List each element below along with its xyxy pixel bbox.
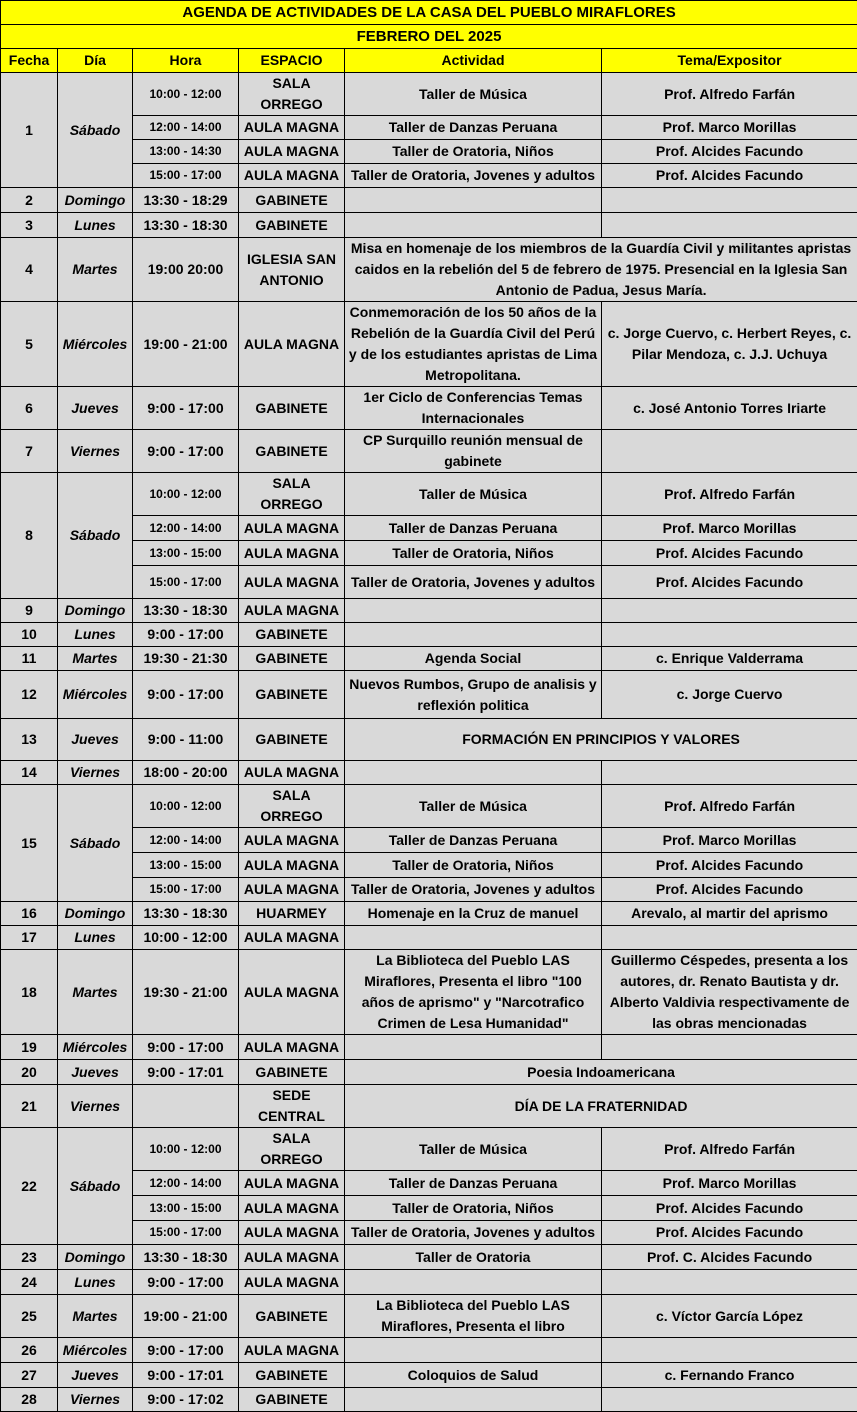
dia-cell: Sábado (58, 73, 133, 188)
dia-cell: Sábado (58, 785, 133, 902)
fecha-cell: 25 (1, 1295, 58, 1338)
actividad-cell: CP Surquillo reunión mensual de gabinete (345, 430, 602, 473)
fecha-cell: 11 (1, 647, 58, 671)
hora-cell: 12:00 - 14:00 (133, 828, 239, 853)
table-row (1, 1338, 857, 1363)
tema-cell (602, 623, 857, 647)
espacio-cell: GABINETE (239, 719, 345, 761)
fecha-cell: 2 (1, 188, 58, 213)
tema-cell: Prof. Alcides Facundo (602, 1196, 857, 1221)
page-title: AGENDA DE ACTIVIDADES DE LA CASA DEL PUEBLO MIRAFLORES (1, 1, 857, 25)
dia-cell: Domingo (58, 599, 133, 623)
espacio-cell: AULA MAGNA (239, 541, 345, 566)
espacio-cell: SALA ORREGO (239, 73, 345, 116)
actividad-cell: Taller de Música (345, 785, 602, 828)
espacio-cell: AULA MAGNA (239, 164, 345, 188)
table-row (1, 926, 857, 950)
actividad-cell: La Biblioteca del Pueblo LAS Miraflores, Presenta el libro (345, 1295, 602, 1338)
fecha-cell: 26 (1, 1338, 58, 1363)
fecha-cell: 9 (1, 599, 58, 623)
hora-cell: 9:00 - 11:00 (133, 719, 239, 761)
fecha-cell: 24 (1, 1270, 58, 1295)
actividad-cell: Taller de Música (345, 73, 602, 116)
fecha-cell: 10 (1, 623, 58, 647)
table-row (1, 599, 857, 623)
fecha-cell: 20 (1, 1060, 58, 1085)
dia-cell: Lunes (58, 213, 133, 238)
espacio-cell: AULA MAGNA (239, 566, 345, 599)
actividad-cell (345, 761, 602, 785)
hora-cell: 10:00 - 12:00 (133, 1128, 239, 1171)
fecha-cell: 14 (1, 761, 58, 785)
espacio-cell: AULA MAGNA (239, 761, 345, 785)
espacio-cell: GABINETE (239, 647, 345, 671)
espacio-cell: AULA MAGNA (239, 1270, 345, 1295)
table-row (1, 1060, 857, 1085)
table-row (1, 73, 857, 116)
tema-cell: Guillermo Céspedes, presenta a los autores, dr. Renato Bautista y dr. Alberto Valdivia respectivamente de las obras mencionadas (602, 950, 857, 1035)
tema-cell (602, 430, 857, 473)
fecha-cell: 6 (1, 387, 58, 430)
tema-cell: Prof. Alcides Facundo (602, 140, 857, 164)
hora-cell: 13:30 - 18:30 (133, 1245, 239, 1270)
actividad-cell: Taller de Oratoria, Niños (345, 140, 602, 164)
hora-cell: 9:00 - 17:01 (133, 1060, 239, 1085)
hora-cell: 10:00 - 12:00 (133, 73, 239, 116)
espacio-cell: AULA MAGNA (239, 302, 345, 387)
espacio-cell: AULA MAGNA (239, 878, 345, 902)
dia-cell: Viernes (58, 761, 133, 785)
actividad-cell (345, 623, 602, 647)
dia-cell: Sábado (58, 473, 133, 599)
espacio-cell: GABINETE (239, 430, 345, 473)
espacio-cell: AULA MAGNA (239, 828, 345, 853)
fecha-cell: 19 (1, 1035, 58, 1060)
hora-cell: 13:30 - 18:30 (133, 902, 239, 926)
header-dia: Día (58, 49, 133, 73)
header-hora: Hora (133, 49, 239, 73)
actividad-cell: Taller de Oratoria, Niños (345, 541, 602, 566)
fecha-cell: 28 (1, 1388, 58, 1412)
table-row (1, 213, 857, 238)
tema-cell: Prof. Alfredo Farfán (602, 1128, 857, 1171)
hora-cell: 9:00 - 17:01 (133, 1363, 239, 1388)
espacio-cell: AULA MAGNA (239, 1245, 345, 1270)
page-subtitle: FEBRERO DEL 2025 (1, 25, 857, 49)
dia-cell: Viernes (58, 1388, 133, 1412)
hora-cell (133, 1085, 239, 1128)
espacio-cell: AULA MAGNA (239, 1338, 345, 1363)
tema-cell: c. Jorge Cuervo, c. Herbert Reyes, c. Pilar Mendoza, c. J.J. Uchuya (602, 302, 857, 387)
hora-cell: 9:00 - 17:00 (133, 1035, 239, 1060)
tema-cell: Prof. C. Alcides Facundo (602, 1245, 857, 1270)
fecha-cell: 1 (1, 73, 58, 188)
actividad-cell: Taller de Oratoria, Niños (345, 853, 602, 878)
hora-cell: 19:00 - 21:00 (133, 1295, 239, 1338)
table-row (1, 188, 857, 213)
dia-cell: Domingo (58, 902, 133, 926)
fecha-cell: 3 (1, 213, 58, 238)
espacio-cell: AULA MAGNA (239, 599, 345, 623)
dia-cell: Jueves (58, 719, 133, 761)
tema-cell: c. Jorge Cuervo (602, 671, 857, 719)
espacio-cell: AULA MAGNA (239, 1196, 345, 1221)
fecha-cell: 5 (1, 302, 58, 387)
actividad-cell: Taller de Oratoria, Jovenes y adultos (345, 566, 602, 599)
hora-cell: 19:30 - 21:30 (133, 647, 239, 671)
actividad-cell (345, 1388, 602, 1412)
table-row (1, 950, 857, 1035)
actividad-cell: Poesia Indoamericana (345, 1060, 857, 1085)
hora-cell: 18:00 - 20:00 (133, 761, 239, 785)
actividad-cell: Agenda Social (345, 647, 602, 671)
actividad-cell: Taller de Oratoria (345, 1245, 602, 1270)
tema-cell (602, 926, 857, 950)
actividad-cell: Nuevos Rumbos, Grupo de analisis y reflexión politica (345, 671, 602, 719)
espacio-cell: GABINETE (239, 1363, 345, 1388)
hora-cell: 9:00 - 17:00 (133, 1338, 239, 1363)
hora-cell: 19:30 - 21:00 (133, 950, 239, 1035)
actividad-cell (345, 926, 602, 950)
fecha-cell: 15 (1, 785, 58, 902)
actividad-cell: Taller de Danzas Peruana (345, 1171, 602, 1196)
hora-cell: 13:30 - 18:30 (133, 599, 239, 623)
hora-cell: 15:00 - 17:00 (133, 566, 239, 599)
espacio-cell: AULA MAGNA (239, 116, 345, 140)
espacio-cell: IGLESIA SAN ANTONIO (239, 238, 345, 302)
hora-cell: 9:00 - 17:02 (133, 1388, 239, 1412)
tema-cell: Prof. Alfredo Farfán (602, 73, 857, 116)
espacio-cell: AULA MAGNA (239, 1221, 345, 1245)
dia-cell: Lunes (58, 1270, 133, 1295)
header-fecha: Fecha (1, 49, 58, 73)
actividad-cell (345, 1338, 602, 1363)
table-row (1, 785, 857, 828)
tema-cell (602, 1270, 857, 1295)
hora-cell: 13:00 - 15:00 (133, 853, 239, 878)
dia-cell: Jueves (58, 1060, 133, 1085)
tema-cell: Prof. Marco Morillas (602, 516, 857, 541)
actividad-cell (345, 599, 602, 623)
fecha-cell: 8 (1, 473, 58, 599)
hora-cell: 12:00 - 14:00 (133, 1171, 239, 1196)
actividad-cell: Taller de Danzas Peruana (345, 828, 602, 853)
dia-cell: Martes (58, 647, 133, 671)
table-row (1, 387, 857, 430)
espacio-cell: AULA MAGNA (239, 140, 345, 164)
actividad-cell: Taller de Música (345, 1128, 602, 1171)
dia-cell: Miércoles (58, 671, 133, 719)
espacio-cell: AULA MAGNA (239, 853, 345, 878)
dia-cell: Martes (58, 238, 133, 302)
actividad-cell: La Biblioteca del Pueblo LAS Miraflores, Presenta el libro "100 años de aprismo" y "Narcotrafico Crimen de Lesa Humanidad" (345, 950, 602, 1035)
actividad-cell: Taller de Danzas Peruana (345, 116, 602, 140)
hora-cell: 13:30 - 18:29 (133, 188, 239, 213)
actividad-cell: Taller de Oratoria, Jovenes y adultos (345, 1221, 602, 1245)
tema-cell (602, 761, 857, 785)
header-tema: Tema/Expositor (602, 49, 857, 73)
fecha-cell: 16 (1, 902, 58, 926)
table-row (1, 902, 857, 926)
table-row (1, 1128, 857, 1171)
fecha-cell: 18 (1, 950, 58, 1035)
espacio-cell: GABINETE (239, 213, 345, 238)
hora-cell: 9:00 - 17:00 (133, 387, 239, 430)
tema-cell: c. Fernando Franco (602, 1363, 857, 1388)
espacio-cell: GABINETE (239, 188, 345, 213)
table-row (1, 1295, 857, 1338)
table-row (1, 430, 857, 473)
espacio-cell: SALA ORREGO (239, 785, 345, 828)
table-row (1, 302, 857, 387)
table-row (1, 1270, 857, 1295)
table-row (1, 1085, 857, 1128)
hora-cell: 15:00 - 17:00 (133, 878, 239, 902)
hora-cell: 12:00 - 14:00 (133, 116, 239, 140)
espacio-cell: GABINETE (239, 671, 345, 719)
espacio-cell: AULA MAGNA (239, 1035, 345, 1060)
actividad-cell (345, 188, 602, 213)
table-row (1, 1363, 857, 1388)
fecha-cell: 17 (1, 926, 58, 950)
actividad-cell: Taller de Oratoria, Jovenes y adultos (345, 878, 602, 902)
dia-cell: Martes (58, 950, 133, 1035)
tema-cell (602, 213, 857, 238)
hora-cell: 12:00 - 14:00 (133, 516, 239, 541)
actividad-cell: Taller de Oratoria, Jovenes y adultos (345, 164, 602, 188)
fecha-cell: 12 (1, 671, 58, 719)
hora-cell: 19:00 20:00 (133, 238, 239, 302)
tema-cell (602, 1035, 857, 1060)
table-row (1, 473, 857, 516)
espacio-cell: SALA ORREGO (239, 473, 345, 516)
table-row (1, 647, 857, 671)
dia-cell: Lunes (58, 623, 133, 647)
table-row (1, 1035, 857, 1060)
dia-cell: Viernes (58, 430, 133, 473)
tema-cell: Prof. Alcides Facundo (602, 164, 857, 188)
header-actividad: Actividad (345, 49, 602, 73)
tema-cell: Prof. Alcides Facundo (602, 853, 857, 878)
espacio-cell: AULA MAGNA (239, 950, 345, 1035)
hora-cell: 13:00 - 15:00 (133, 1196, 239, 1221)
table-row (1, 623, 857, 647)
hora-cell: 15:00 - 17:00 (133, 1221, 239, 1245)
actividad-cell (345, 1270, 602, 1295)
tema-cell: c. José Antonio Torres Iriarte (602, 387, 857, 430)
espacio-cell: AULA MAGNA (239, 1171, 345, 1196)
hora-cell: 9:00 - 17:00 (133, 430, 239, 473)
tema-cell: c. Víctor García López (602, 1295, 857, 1338)
tema-cell: Prof. Alcides Facundo (602, 566, 857, 599)
dia-cell: Viernes (58, 1085, 133, 1128)
fecha-cell: 13 (1, 719, 58, 761)
fecha-cell: 7 (1, 430, 58, 473)
tema-cell: Arevalo, al martir del aprismo (602, 902, 857, 926)
fecha-cell: 4 (1, 238, 58, 302)
tema-cell: Prof. Alcides Facundo (602, 541, 857, 566)
actividad-cell: Conmemoración de los 50 años de la Rebelión de la Guardía Civil del Perú y de los estudiantes apristas de Lima Metropolitana. (345, 302, 602, 387)
tema-cell: Prof. Marco Morillas (602, 1171, 857, 1196)
header-row (1, 49, 857, 73)
actividad-cell: Coloquios de Salud (345, 1363, 602, 1388)
actividad-cell (345, 213, 602, 238)
hora-cell: 10:00 - 12:00 (133, 926, 239, 950)
dia-cell: Miércoles (58, 1338, 133, 1363)
hora-cell: 10:00 - 12:00 (133, 785, 239, 828)
fecha-cell: 22 (1, 1128, 58, 1245)
actividad-cell: Taller de Música (345, 473, 602, 516)
tema-cell (602, 1388, 857, 1412)
hora-cell: 15:00 - 17:00 (133, 164, 239, 188)
fecha-cell: 23 (1, 1245, 58, 1270)
espacio-cell: AULA MAGNA (239, 926, 345, 950)
dia-cell: Sábado (58, 1128, 133, 1245)
dia-cell: Jueves (58, 387, 133, 430)
table-row (1, 1245, 857, 1270)
hora-cell: 9:00 - 17:00 (133, 1270, 239, 1295)
hora-cell: 9:00 - 17:00 (133, 671, 239, 719)
espacio-cell: SALA ORREGO (239, 1128, 345, 1171)
dia-cell: Miércoles (58, 302, 133, 387)
actividad-cell: Taller de Oratoria, Niños (345, 1196, 602, 1221)
espacio-cell: GABINETE (239, 1388, 345, 1412)
tema-cell: Prof. Alcides Facundo (602, 1221, 857, 1245)
dia-cell: Domingo (58, 1245, 133, 1270)
espacio-cell: HUARMEY (239, 902, 345, 926)
actividad-cell (345, 1035, 602, 1060)
hora-cell: 19:00 - 21:00 (133, 302, 239, 387)
fecha-cell: 27 (1, 1363, 58, 1388)
table-row (1, 719, 857, 761)
dia-cell: Jueves (58, 1363, 133, 1388)
actividad-cell: Taller de Danzas Peruana (345, 516, 602, 541)
table-row (1, 238, 857, 302)
hora-cell: 10:00 - 12:00 (133, 473, 239, 516)
espacio-cell: GABINETE (239, 623, 345, 647)
tema-cell: Prof. Alfredo Farfán (602, 473, 857, 516)
tema-cell (602, 188, 857, 213)
dia-cell: Martes (58, 1295, 133, 1338)
tema-cell: Prof. Alcides Facundo (602, 878, 857, 902)
actividad-cell: 1er Ciclo de Conferencias Temas Internacionales (345, 387, 602, 430)
hora-cell: 13:00 - 14:30 (133, 140, 239, 164)
espacio-cell: GABINETE (239, 387, 345, 430)
tema-cell: Prof. Alfredo Farfán (602, 785, 857, 828)
actividad-cell: Misa en homenaje de los miembros de la Guardía Civil y militantes apristas caidos en la rebelión del 5 de febrero de 1975. Presencial en la Iglesia San Antonio de Padua, Jesus María. (345, 238, 857, 302)
dia-cell: Miércoles (58, 1035, 133, 1060)
table-row (1, 1388, 857, 1412)
tema-cell (602, 599, 857, 623)
hora-cell: 9:00 - 17:00 (133, 623, 239, 647)
tema-cell (602, 1338, 857, 1363)
header-espacio: ESPACIO (239, 49, 345, 73)
table-row (1, 671, 857, 719)
actividad-cell: FORMACIÓN EN PRINCIPIOS Y VALORES (345, 719, 857, 761)
espacio-cell: GABINETE (239, 1295, 345, 1338)
espacio-cell: SEDE CENTRAL (239, 1085, 345, 1128)
dia-cell: Domingo (58, 188, 133, 213)
hora-cell: 13:00 - 15:00 (133, 541, 239, 566)
actividad-cell: Homenaje en la Cruz de manuel (345, 902, 602, 926)
hora-cell: 13:30 - 18:30 (133, 213, 239, 238)
tema-cell: Prof. Marco Morillas (602, 828, 857, 853)
table-row (1, 761, 857, 785)
fecha-cell: 21 (1, 1085, 58, 1128)
tema-cell: Prof. Marco Morillas (602, 116, 857, 140)
dia-cell: Lunes (58, 926, 133, 950)
espacio-cell: GABINETE (239, 1060, 345, 1085)
espacio-cell: AULA MAGNA (239, 516, 345, 541)
actividad-cell: DÍA DE LA FRATERNIDAD (345, 1085, 857, 1128)
tema-cell: c. Enrique Valderrama (602, 647, 857, 671)
